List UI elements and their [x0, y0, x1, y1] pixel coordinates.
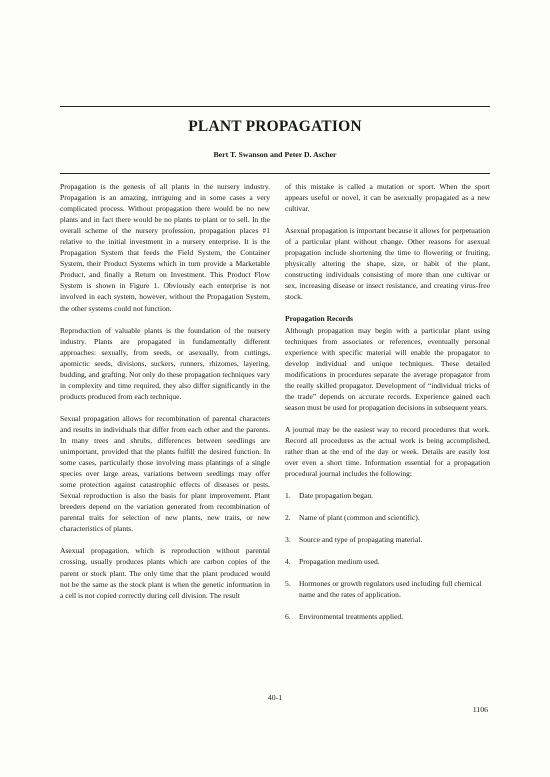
list-item: 4. Propagation medium used.: [285, 557, 380, 567]
document-code: 1106: [472, 705, 488, 714]
document-title: PLANT PROPAGATION: [188, 118, 362, 135]
paragraph-asexual-propagation: Asexual propagation, which is reproduction without parental crossing, usually produces plants which are carbon copies of the parent or stock plant. The only time that the plant produced would not be the same as the stock plant is when the genetic information in a cell is not copied correctly during cell division. The result: [60, 546, 270, 600]
list-item: 6. Environmental treatments applied.: [285, 612, 404, 622]
list-item: 2. Name of plant (common and scientific).: [285, 513, 420, 523]
journal-items-list: [285, 490, 490, 622]
paragraph-intro: Propagation is the genesis of all plants in the nursery industry. Propagation is an amazing, intriguing and in some cases a very complicated process. Without propagation there would be no new plants and in fact there would be no plants to plant or to sell. In the overall scheme of the nursery profession, propagation places #1 relative to the initial investment in a nursery enterprise. It is the Propagation System that feeds the Field System, the Container System, their Product Systems which in turn provide a Marketable Product, and finally a Return on Investment. This Product Flow System is shown in Figure 1. Obviously each enterprise is not involved in each system, however, without the Propagation System, the other systems could not function.: [60, 182, 270, 313]
paragraph-asexual-importance: Asexual propagation is important because it allows for perpetuation of a particular plant without change. Other reasons for asexual propagation include shortening the time to flowering or fruiting, physically altering the shape, size, or habit of the plant, constructing individuals consisting of more than one cultivar or sex, increasing disease or insect resistance, and creating virus-free stock.: [285, 226, 490, 302]
top-rule: [60, 106, 490, 107]
paragraph-records: Although propagation may begin with a particular plant using techniques from associates or references, eventually personal experience with specific material will enable the propagator to develop individual and unique techniques. These detailed modifications in procedures separate the average propagator from the really skilled propagator. Development of “individual tricks of the trade” depends on accurate records. Experience gained each season must be used for propagation decisions in subsequent years.: [285, 325, 490, 412]
list-item: 1. Date propagation began.: [285, 491, 373, 501]
paragraph-reproduction: Reproduction of valuable plants is the foundation of the nursery industry. Plants are propagated in fundamentally different approaches: sexually, from seeds, or asexually, from cuttings, apomictic seeds, divisions, suckers, runners, rhizomes, layering, budding, and grafting. Not only do these propagation techniques vary in complexity and time required, they also differ significantly in the products produced from each technique.: [60, 325, 270, 401]
left-column: [60, 181, 270, 612]
paragraph-mutation: of this mistake is called a mutation or sport. When the sport appears useful or novel, it can be asexually propagated as a new cultivar.: [285, 182, 490, 214]
paragraph-journal: A journal may be the easiest way to record procedures that work. Record all procedures as the actual work is being accomplished, rather than at the end of the day or week. Details are easily lost over even a short time. Information essential for a propagation procedural journal includes the following:: [285, 424, 490, 479]
section-heading: Propagation Records: [285, 314, 353, 324]
list-item: 3. Source and type of propagating material.: [285, 535, 423, 545]
header-bottom-rule: [60, 173, 490, 174]
page-number: 40-1: [267, 693, 283, 702]
list-item: 5. Hormones or growth regulators used including full chemical name and the rates of application.: [285, 579, 482, 600]
right-column: [285, 181, 490, 633]
paragraph-sexual-propagation: Sexual propagation allows for recombination of parental characters and results in individuals that differ from each other and the parents. In many trees and shrubs, differences between seedlings are unimportant, provided that the plants fulfill the desired function. In some cases, particularly those involving mass plantings of a single species over large areas, variations between seedlings may offer some protection against catastrophic effects of diseases or pests. Sexual reproduction is also the basis for plant improvement. Plant breeders depend on the variation generated from recombination of parental traits for selection of new plants, new traits, or new characteristics of plants.: [60, 413, 270, 534]
authors-line: Bert T. Swanson and Peter D. Ascher: [213, 150, 337, 159]
